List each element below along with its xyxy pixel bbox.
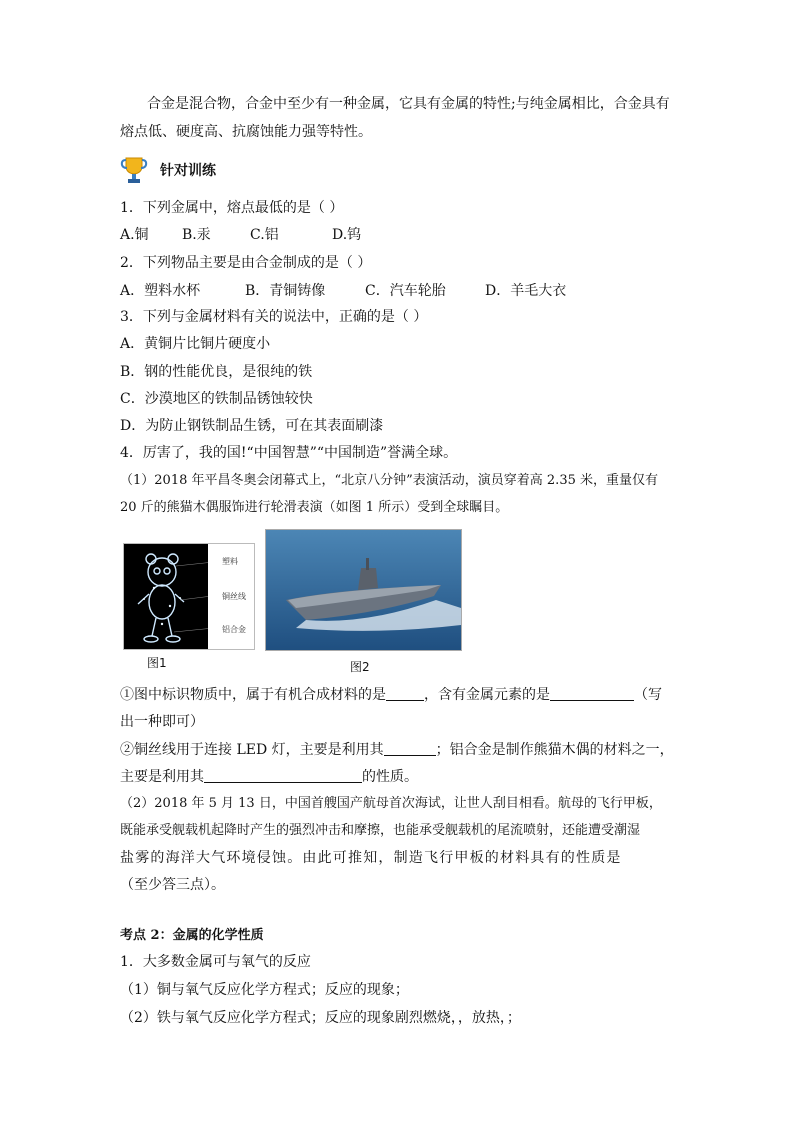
q4-sub2-text-b: ；铝合金是制作熊猫木偶的材料之一，	[435, 742, 674, 758]
q4-sub1-line1	[120, 685, 662, 705]
q2-option-a: A．塑料水杯	[120, 283, 201, 299]
q2-option-c: C．汽车轮胎	[365, 283, 446, 299]
q3-option-d: D．为防止钢铁制品生锈，可在其表面刷漆	[120, 418, 384, 434]
q2-option-d: D．羊毛大衣	[485, 283, 567, 299]
q3-option-b: B．钢的性能优良，是很纯的铁	[120, 364, 313, 380]
q4-sub2-text-c: 主要是利用其	[120, 769, 204, 785]
figure-1-caption: 图1	[147, 656, 167, 670]
trophy-icon	[120, 156, 148, 186]
kaodian-2-item-1: 1．大多数金属可与氧气的反应	[120, 954, 311, 970]
fig1-label-copper-wire: 铜丝线	[222, 592, 246, 601]
q4-sub2-line2	[120, 767, 418, 787]
answer-blank-metal-element[interactable]	[550, 686, 634, 701]
q4-sub2-text-d: 的性质。	[362, 769, 418, 785]
intro-line-2: 熔点低、硬度高、抗腐蚀能力强等特性。	[120, 124, 372, 140]
answer-blank-copper-property[interactable]	[384, 741, 436, 756]
q3-stem: 3．下列与金属材料有关的说法中，正确的是（ ）	[120, 309, 428, 325]
q1-option-b: B.汞	[182, 227, 211, 243]
q1-option-a: A.铜	[120, 227, 149, 243]
q1-option-c: C.铝	[250, 227, 279, 243]
q4-part2-line3: 盐雾的海洋大气环境侵蚀。由此可推知，制造飞行甲板的材料具有的性质是	[120, 850, 622, 866]
figure-1-panda-image	[123, 543, 255, 650]
q4-part1-line1: （1）2018 年平昌冬奥会闭幕式上，“北京八分钟”表演活动，演员穿着高 2.35 米，重量仅有	[120, 473, 658, 488]
section-title: 针对训练	[160, 163, 216, 179]
q4-sub1-text-a: ①图中标识物质中，属于有机合成材料的是	[120, 687, 386, 703]
q2-stem: 2．下列物品主要是由合金制成的是（ ）	[120, 255, 372, 271]
q4-sub2-line1	[120, 740, 674, 760]
answer-blank-alloy-property[interactable]	[204, 768, 362, 783]
q4-sub2-text-a: ②铜丝线用于连接 LED 灯，主要是利用其	[120, 742, 384, 758]
q4-part2-line2: 既能承受舰载机起降时产生的强烈冲击和摩擦，也能承受舰载机的尾流喷射，还能遭受潮湿	[120, 823, 641, 838]
fig1-label-plastic: 塑料	[222, 557, 238, 566]
q3-option-c: C．沙漠地区的铁制品锈蚀较快	[120, 391, 313, 407]
q4-sub1-line2: 出一种即可）	[120, 714, 204, 730]
figure-2-carrier-image	[265, 529, 462, 651]
figure-2-caption: 图2	[350, 660, 370, 674]
q4-sub1-text-b: ，含有金属元素的是	[424, 687, 550, 703]
q2-option-b: B．青铜铸像	[245, 283, 326, 299]
intro-line-1: 合金是混合物，合金中至少有一种金属，它具有金属的特性;与纯金属相比，合金具有	[147, 96, 670, 112]
q4-sub1-text-c: （写	[634, 687, 662, 703]
answer-blank-organic[interactable]	[386, 686, 424, 701]
kaodian-2-sub-1: （1）铜与氧气反应化学方程式；反应的现象；	[120, 982, 409, 998]
fig1-label-aluminum-alloy: 铝合金	[222, 625, 246, 634]
q4-part1-line2: 20 斤的熊猫木偶服饰进行轮滑表演（如图 1 所示）受到全球瞩目。	[120, 500, 509, 515]
kaodian-2-title: 考点 2：金属的化学性质	[120, 928, 264, 943]
q1-stem: 1．下列金属中，熔点最低的是（ ）	[120, 200, 344, 216]
kaodian-2-sub-2: （2）铁与氧气反应化学方程式；反应的现象剧烈燃烧，，放热，；	[120, 1010, 521, 1026]
q4-part2-line1: （2）2018 年 5 月 13 日，中国首艘国产航母首次海试，让世人刮目相看。航母的飞行甲板，	[120, 796, 662, 811]
q4-stem: 4．厉害了，我的国!“中国智慧”“中国制造”誉满全球。	[120, 445, 458, 461]
q3-option-a: A．黄铜片比铜片硬度小	[120, 336, 271, 352]
q1-option-d: D.钨	[332, 227, 362, 243]
q4-part2-line4: （至少答三点）。	[120, 877, 225, 893]
